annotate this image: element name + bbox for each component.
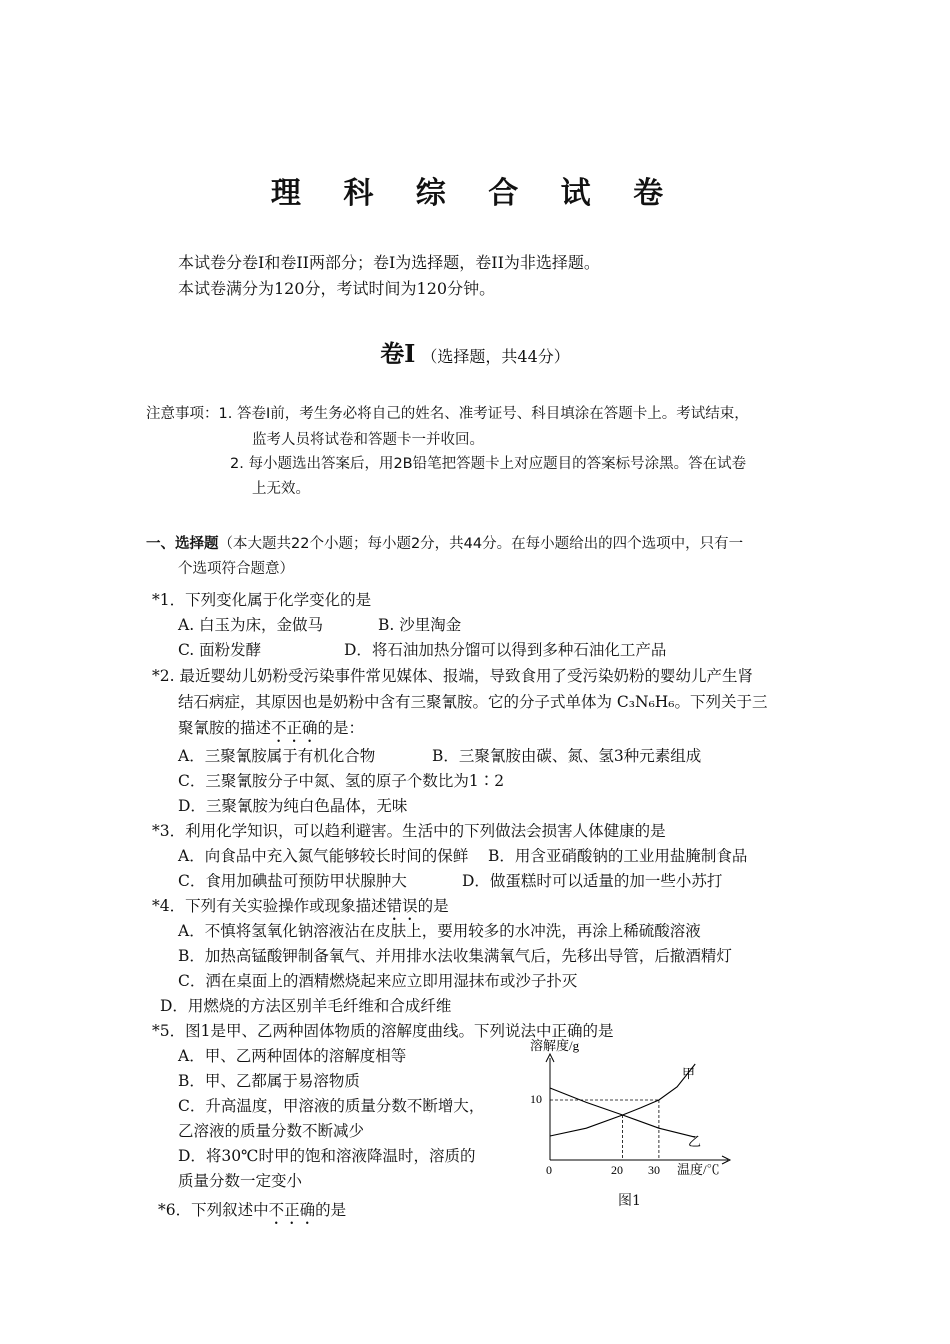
q4-option-b: B．加热高锰酸钾制备氧气、并用排水法收集满氧气后，先移出导管，后撤酒精灯 <box>178 947 732 965</box>
q5-option-a: A．甲、乙两种固体的溶解度相等 <box>178 1047 407 1065</box>
q4-option-d: D．用燃烧的方法区别羊毛纤维和合成纤维 <box>160 997 452 1015</box>
part-one-heading: 一、选择题（本大题共22个小题；每小题2分，共44分。在每小题给出的四个选项中，只有一 <box>146 536 744 552</box>
curve-yi <box>550 1088 695 1137</box>
notice-item-1-cont: 监考人员将试卷和答题卡一并收回。 <box>252 432 484 448</box>
q6-emphasis: 不正确 <box>268 1201 316 1219</box>
q4-stem: *4．下列有关实验操作或现象描述错误的是 <box>152 897 449 915</box>
q3-option-d: D．做蛋糕时可以适量的加一些小苏打 <box>462 872 723 890</box>
y-tick-10: 10 <box>530 1092 542 1106</box>
q2-option-c: C．三聚氰胺分子中氮、氢的原子个数比为1∶2 <box>178 772 505 790</box>
q5-option-c: C．升高温度，甲溶液的质量分数不断增大， <box>178 1097 485 1115</box>
q4-option-c: C．洒在桌面上的酒精燃烧起来应立即用湿抹布或沙子扑灭 <box>178 972 578 990</box>
q3-option-c: C．食用加碘盐可预防甲状腺肿大 <box>178 872 407 890</box>
curve-label-jia: 甲 <box>682 1066 696 1081</box>
q2-option-d: D．三聚氰胺为纯白色晶体，无味 <box>178 797 408 815</box>
notice-item-2: 2. 每小题选出答案后，用2B铅笔把答题卡上对应题目的答案标号涂黑。答在试卷 <box>230 456 747 472</box>
q3-stem: *3．利用化学知识，可以趋利避害。生活中的下列做法会损害人体健康的是 <box>152 822 666 840</box>
figure-caption: 图1 <box>618 1193 641 1209</box>
q1-option-b: B. 沙里淘金 <box>378 616 462 634</box>
q3-option-b: B．用含亚硝酸钠的工业用盐腌制食品 <box>488 847 748 865</box>
page-title: 理 科 综 合 试 卷 <box>270 176 680 211</box>
x-tick-30: 30 <box>648 1163 660 1177</box>
section-note: （选择题，共44分） <box>421 347 570 366</box>
q2-option-b: B．三聚氰胺由碳、氮、氢3种元素组成 <box>432 747 702 765</box>
q5-option-d: D．将30℃时甲的饱和溶液降温时，溶质的 <box>178 1147 476 1165</box>
q4-option-a: A．不慎将氢氧化钠溶液沾在皮肤上，要用较多的水冲洗，再涂上稀硫酸溶液 <box>178 922 701 940</box>
q5-option-c-cont: 乙溶液的质量分数不断减少 <box>178 1122 365 1140</box>
q1-option-d: D．将石油加热分馏可以得到多种石油化工产品 <box>344 641 667 659</box>
q3-option-a: A．向食品中充入氮气能够较长时间的保鲜 <box>178 847 469 865</box>
solubility-chart <box>520 1036 750 1186</box>
notice-item-1: 1. 答卷Ⅰ前，考生务必将自己的姓名、准考证号、科目填涂在答题卡上。考试结束， <box>218 406 749 422</box>
origin-label: 0 <box>546 1163 552 1177</box>
q2-line-1: *2. 最近婴幼儿奶粉受污染事件常见媒体、报端，导致食用了受污染奶粉的婴幼儿产生肾 <box>152 667 753 685</box>
x-tick-20: 20 <box>611 1163 623 1177</box>
section-heading <box>0 334 950 369</box>
q4-emphasis: 错误 <box>386 897 418 915</box>
q2-line-2: 结石病症，其原因也是奶粉中含有三聚氰胺。它的分子式单体为 C₃N₆H₆。下列关于三 <box>178 693 768 711</box>
section-label: 卷Ⅰ <box>380 339 416 368</box>
q5-option-b: B．甲、乙都属于易溶物质 <box>178 1072 360 1090</box>
q1-option-c: C. 面粉发酵 <box>178 641 262 659</box>
intro-line-1: 本试卷分卷I和卷II两部分；卷I为选择题，卷II为非选择题。 <box>178 253 600 272</box>
intro-line-2: 本试卷满分为120分，考试时间为120分钟。 <box>178 279 496 298</box>
notice-item-2-cont: 上无效。 <box>252 481 310 497</box>
x-axis-label: 温度/℃ <box>677 1162 720 1177</box>
y-axis-label: 溶解度/g <box>530 1038 580 1053</box>
q2-line-3: 聚氰胺的描述不正确的是： <box>178 719 365 737</box>
q2-option-a: A．三聚氰胺属于有机化合物 <box>178 747 376 765</box>
q6-stem: *6．下列叙述中不正确的是 <box>158 1201 347 1219</box>
q5-stem: *5．图1是甲、乙两种固体物质的溶解度曲线。下列说法中正确的是 <box>152 1022 614 1040</box>
q1-stem: *1．下列变化属于化学变化的是 <box>152 591 372 609</box>
q2-emphasis: 不正确 <box>271 719 318 737</box>
curve-label-yi: 乙 <box>688 1134 702 1149</box>
notice-label: 注意事项：1. 答卷Ⅰ前，考生务必将自己的姓名、准考证号、科目填涂在答题卡上。考试结束， <box>146 406 749 422</box>
q5-option-d-cont: 质量分数一定变小 <box>178 1172 303 1190</box>
q1-option-a: A. 白玉为床，金做马 <box>178 616 324 634</box>
part-one-desc-cont: 个选项符合题意） <box>178 561 294 577</box>
